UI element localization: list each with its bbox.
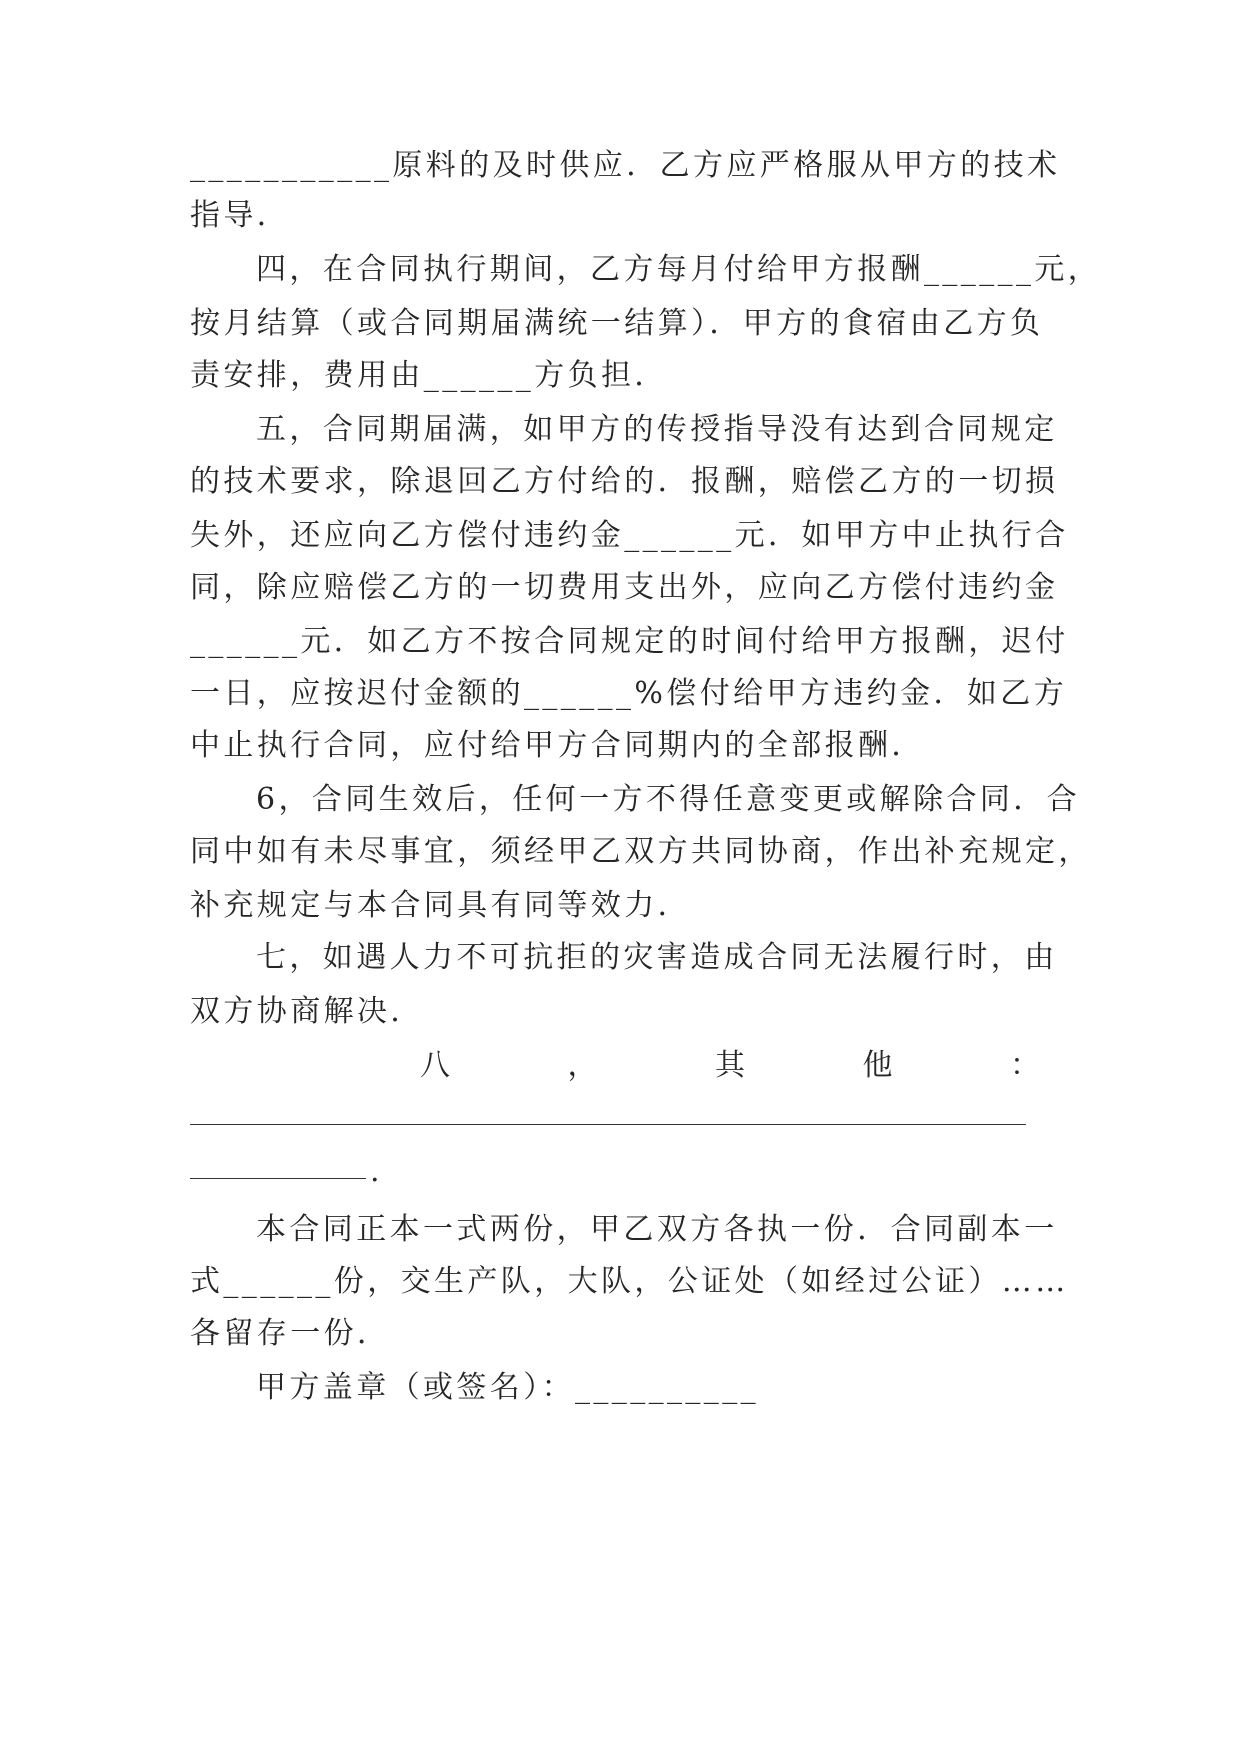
clause-6-line-3: 补充规定与本合同具有同等效力． xyxy=(190,888,691,923)
copies-line-3: 各留存一份． xyxy=(190,1316,391,1351)
clause-8-char-4: 他 xyxy=(862,1048,893,1083)
clause-8-blank-line-2 xyxy=(190,1178,366,1179)
clause-5-line-2: 的技术要求，除退回乙方付给的．报酬，赔偿乙方的一切损 xyxy=(190,464,1059,499)
copies-line-2: 式______份，交生产队，大队，公证处（如经过公证）…… xyxy=(190,1264,1069,1299)
clause-8-char-3: 其 xyxy=(715,1048,745,1083)
clause-8-end-dot: . xyxy=(370,1154,380,1189)
clause-5-line-3: 失外，还应向乙方偿付违约金______元．如甲方中止执行合 xyxy=(190,518,1069,553)
clause-6-line-1: 6，合同生效后，任何一方不得任意变更或解除合同．合 xyxy=(256,782,1081,817)
clause-6-line-2: 同中如有未尽事宜，须经甲乙双方共同协商，作出补充规定， xyxy=(190,834,1092,869)
clause-5-line-7: 中止执行合同，应付给甲方合同期内的全部报酬． xyxy=(190,728,925,763)
clause-5-line-6: 一日，应按迟付金额的______%偿付给甲方违约金．如乙方 xyxy=(190,676,1068,711)
clause-4-line-3: 责安排，费用由______方负担． xyxy=(190,358,668,393)
clause-5-line-1: 五，合同期届满，如甲方的传授指导没有达到合同规定 xyxy=(256,412,1058,447)
clause-8-char-1: 八 xyxy=(420,1048,450,1083)
clause-4-line-2: 按月结算（或合同期届满统一结算）．甲方的食宿由乙方负 xyxy=(190,306,1044,341)
clause-8-char-2: ， xyxy=(567,1048,598,1083)
clause-4-line-1: 四，在合同执行期间，乙方每月付给甲方报酬______元， xyxy=(256,252,1102,287)
clause-8-char-5: ： xyxy=(1010,1048,1040,1083)
para-3-line-1: ___________原料的及时供应．乙方应严格服从甲方的技术 xyxy=(190,148,1061,183)
clause-7-line-2: 双方协商解决． xyxy=(190,994,424,1029)
clause-7-line-1: 七，如遇人力不可抗拒的灾害造成合同无法履行时，由 xyxy=(256,940,1058,975)
para-3-line-2: 指导． xyxy=(190,198,291,233)
clause-5-line-4: 同，除应赔偿乙方的一切费用支出外，应向乙方偿付违约金 xyxy=(190,570,1059,605)
clause-5-line-5: ______元．如乙方不按合同规定的时间付给甲方报酬，迟付 xyxy=(190,624,1069,659)
party-a-signature-line: 甲方盖章（或签名）：__________ xyxy=(256,1370,759,1405)
clause-8-blank-line-1 xyxy=(190,1124,1026,1125)
clause-8-heading xyxy=(420,1044,1040,1088)
copies-line-1: 本合同正本一式两份，甲乙双方各执一份．合同副本一 xyxy=(256,1212,1058,1247)
